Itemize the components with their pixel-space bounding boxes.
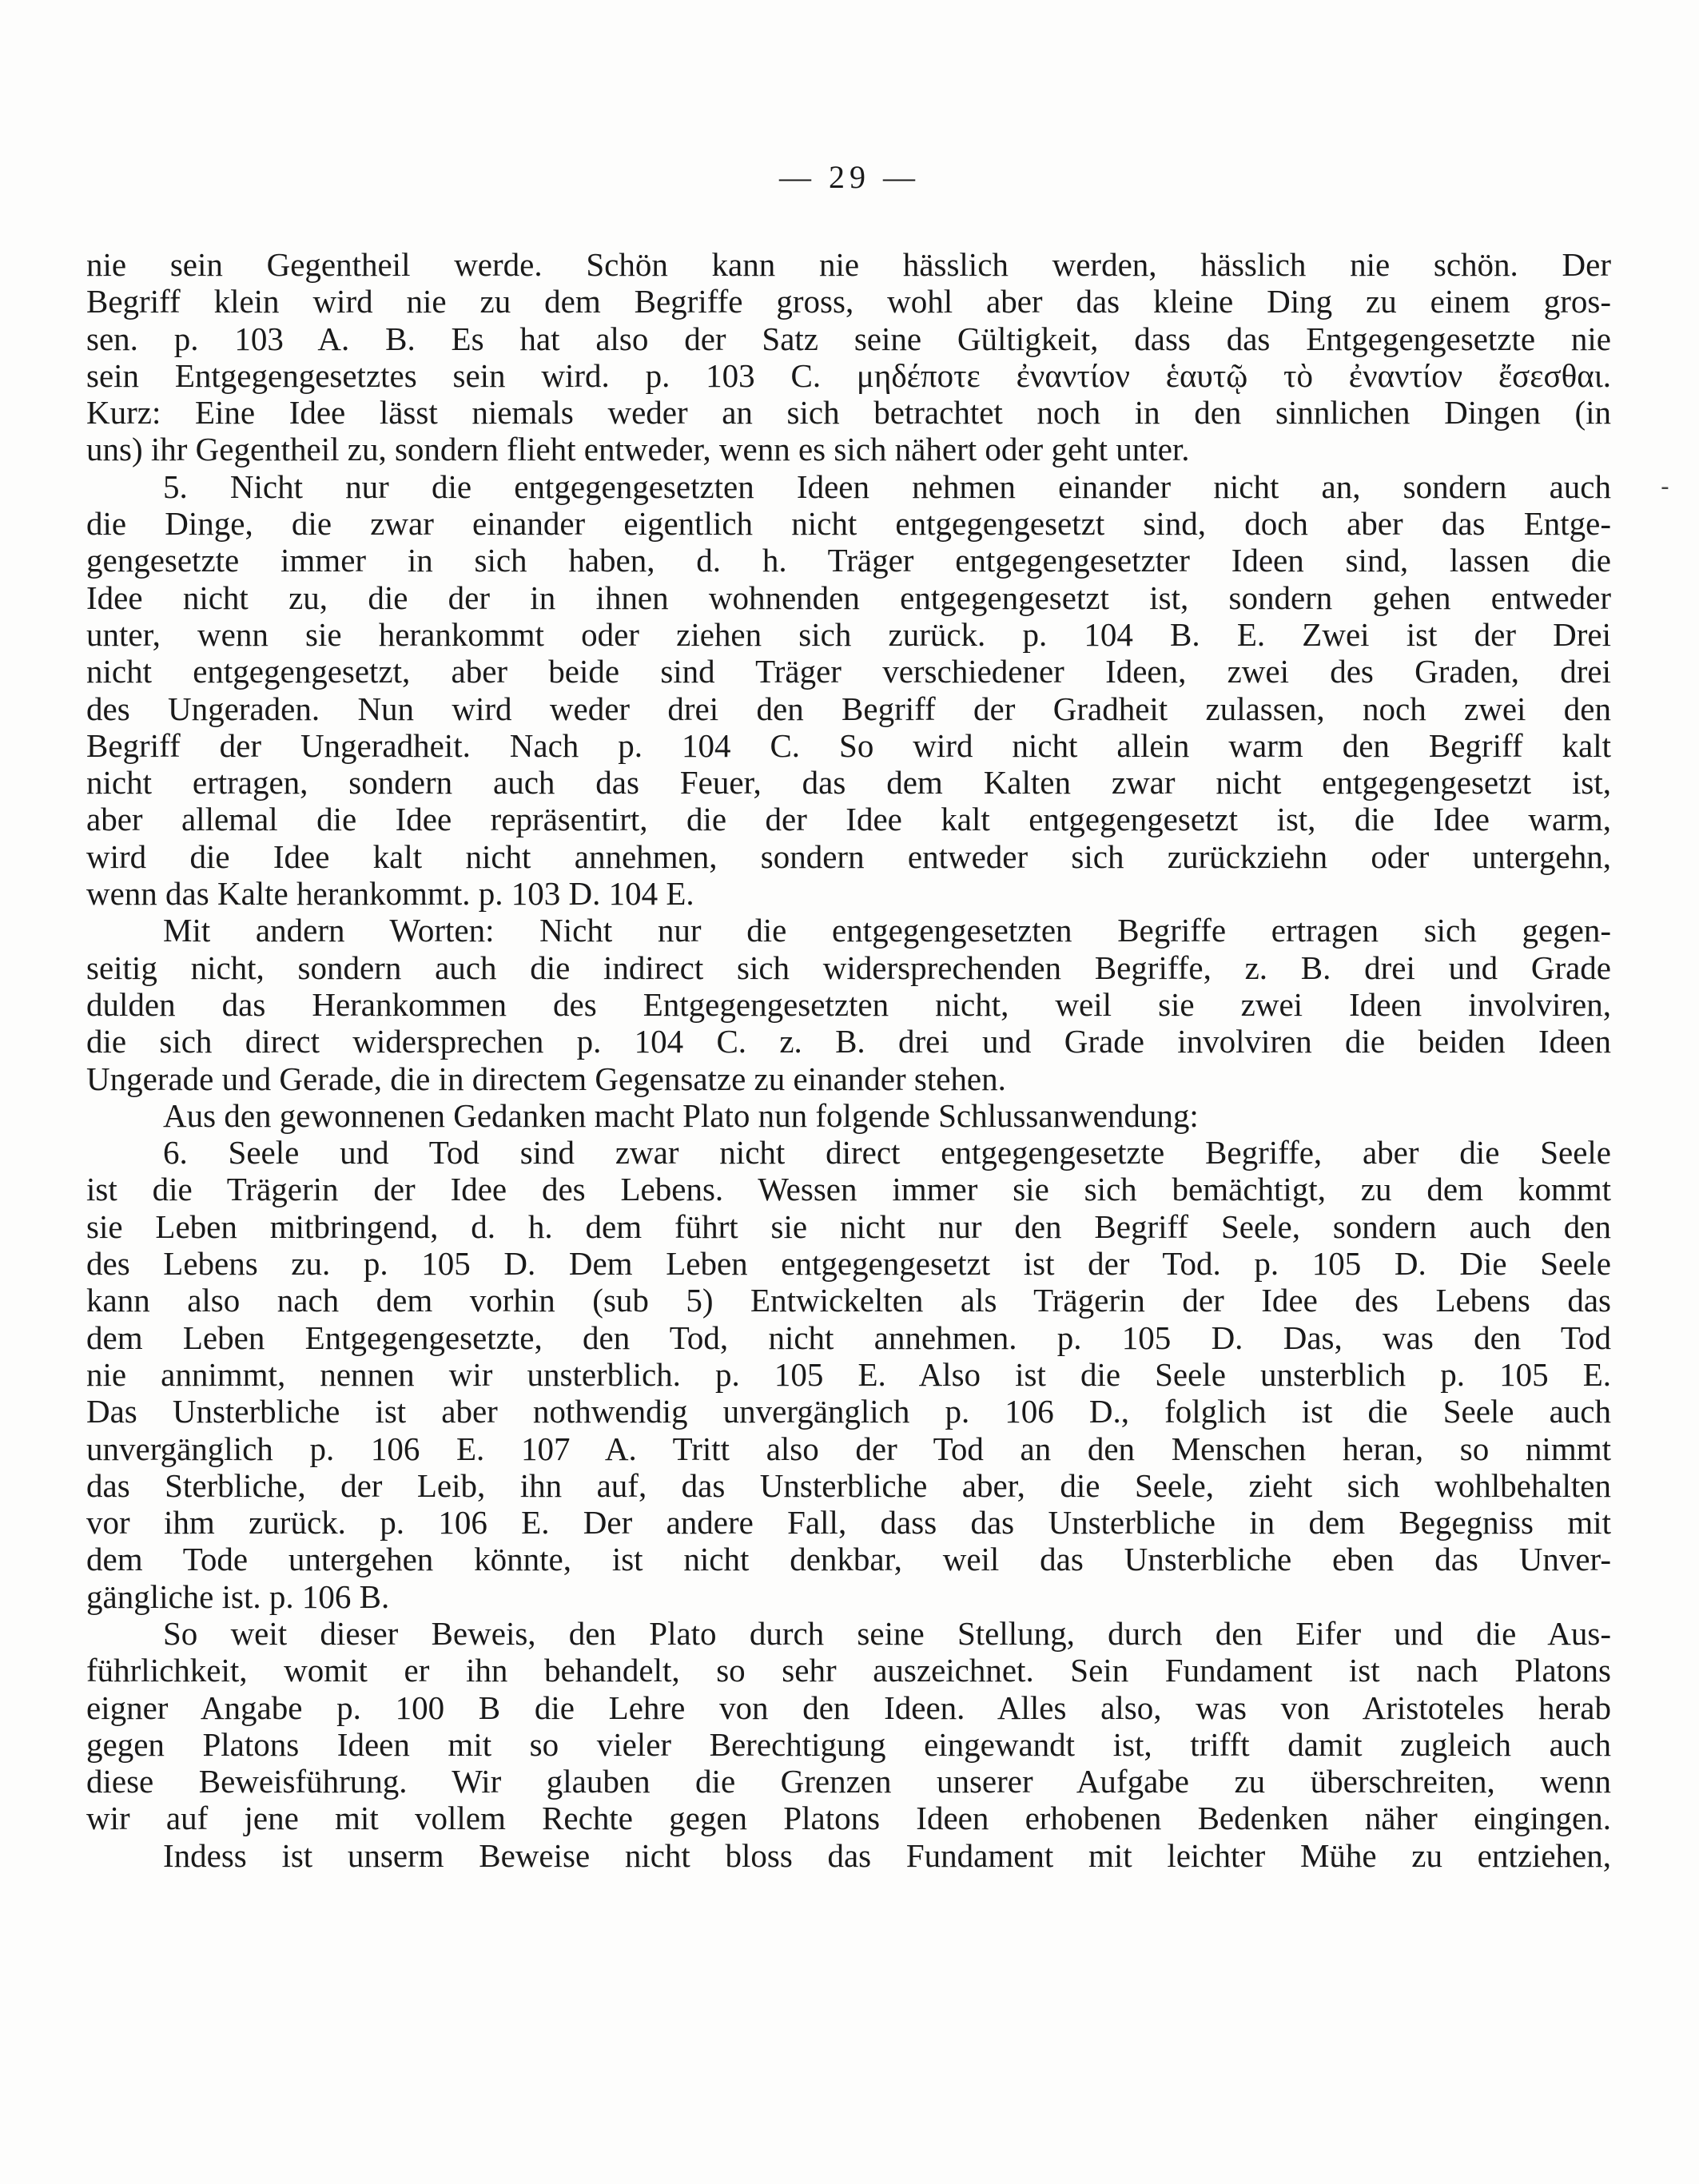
text-line: 5. Nicht nur die entgegengesetzten Ideen nehmen einander nicht an, sondern auch: [163, 467, 1611, 505]
text-line: nie sein Gegentheil werde. Schön kann nie hässlich werden, hässlich nie schön. Der: [86, 246, 1611, 283]
text-line: Idee nicht zu, die der in ihnen wohnenden entgegengesetzt ist, sondern gehen entweder: [86, 579, 1611, 616]
text-line: des Ungeraden. Nun wird weder drei den Begriff der Gradheit zulassen, noch zwei den: [86, 690, 1611, 727]
text-line: uns) ihr Gegentheil zu, sondern flieht entweder, wenn es sich nähert oder geht unter.: [86, 431, 1190, 468]
text-line: Kurz: Eine Idee lässt niemals weder an sich betrachtet noch in den sinnlichen Dingen (in: [86, 394, 1611, 432]
text-line: dulden das Herankommen des Entgegengesetzten nicht, weil sie zwei Ideen involviren,: [86, 985, 1611, 1023]
text-line: Begriff der Ungeradheit. Nach p. 104 C. So wird nicht allein warm den Begriff kalt: [86, 726, 1611, 764]
text-line: die Dinge, die zwar einander eigentlich nicht entgegengesetzt sind, doch aber das Entge-: [86, 505, 1611, 543]
text-line: gängliche ist. p. 106 B.: [86, 1577, 390, 1615]
text-line: eigner Angabe p. 100 B die Lehre von den Ideen. Alles also, was von Aristoteles herab: [86, 1689, 1611, 1726]
text-line: gengesetzte immer in sich haben, d. h. Träger entgegengesetzter Ideen sind, lassen die: [86, 542, 1611, 579]
text-line: Indess ist unserm Beweise nicht bloss das Fundament mit leichter Mühe zu entziehen,: [163, 1836, 1611, 1874]
text-line: Das Unsterbliche ist aber nothwendig unvergänglich p. 106 D., folglich ist die Seele auch: [86, 1393, 1611, 1430]
text-line: sein Entgegengesetztes sein wird. p. 103 C. μηδέποτε ἐναντίον ἑαυτῷ τὸ ἐναντίον ἔσεσθαι.: [86, 356, 1611, 394]
text-line: wird die Idee kalt nicht annehmen, sondern entweder sich zurückziehn oder untergehn,: [86, 837, 1611, 875]
text-line: So weit dieser Beweis, den Plato durch seine Stellung, durch den Eifer und die Aus-: [163, 1614, 1611, 1652]
text-line: Begriff klein wird nie zu dem Begriffe gross, wohl aber das kleine Ding zu einem gros-: [86, 283, 1611, 320]
text-line: gegen Platons Ideen mit so vieler Berechtigung eingewandt ist, trifft damit zugleich auch: [86, 1725, 1611, 1763]
text-line: wenn das Kalte herankommt. p. 103 D. 104 E.: [86, 875, 694, 913]
text-line: vor ihm zurück. p. 106 E. Der andere Fall, dass das Unsterbliche in dem Begegniss mit: [86, 1504, 1611, 1542]
text-line: dem Tode untergehen könnte, ist nicht denkbar, weil das Unsterbliche eben das Unver-: [86, 1541, 1611, 1578]
text-line: aber allemal die Idee repräsentirt, die der Idee kalt entgegengesetzt ist, die Idee warm,: [86, 801, 1611, 838]
text-line: des Lebens zu. p. 105 D. Dem Leben entgegengesetzt ist der Tod. p. 105 D. Die Seele: [86, 1245, 1611, 1283]
text-line: unter, wenn sie herankommt oder ziehen sich zurück. p. 104 B. E. Zwei ist der Drei: [86, 615, 1611, 653]
text-line: Ungerade und Gerade, die in directem Gegensatze zu einander stehen.: [86, 1060, 1006, 1097]
text-line: wir auf jene mit vollem Rechte gegen Platons Ideen erhobenen Bedenken näher eingingen.: [86, 1800, 1611, 1837]
text-line: Mit andern Worten: Nicht nur die entgegengesetzten Begriffe ertragen sich gegen-: [163, 912, 1611, 949]
margin-mark: -: [1661, 473, 1669, 501]
text-line: diese Beweisführung. Wir glauben die Grenzen unserer Aufgabe zu überschreiten, wenn: [86, 1763, 1611, 1800]
text-line: kann also nach dem vorhin (sub 5) Entwickelten als Trägerin der Idee des Lebens das: [86, 1282, 1611, 1319]
text-line: sie Leben mitbringend, d. h. dem führt sie nicht nur den Begriff Seele, sondern auch den: [86, 1207, 1611, 1245]
text-line: unvergänglich p. 106 E. 107 A. Tritt also der Tod an den Menschen heran, so nimmt: [86, 1430, 1611, 1467]
page-number: — 29 —: [779, 159, 920, 195]
text-line: sen. p. 103 A. B. Es hat also der Satz seine Gültigkeit, dass das Entgegengesetzte nie: [86, 320, 1611, 357]
body-text: [86, 246, 1611, 1874]
text-line: ist die Trägerin der Idee des Lebens. Wessen immer sie sich bemächtigt, zu dem kommt: [86, 1171, 1611, 1208]
text-line: das Sterbliche, der Leib, ihn auf, das Unsterbliche aber, die Seele, zieht sich wohlbehalten: [86, 1466, 1611, 1504]
text-line: 6. Seele und Tod sind zwar nicht direct entgegengesetzte Begriffe, aber die Seele: [163, 1134, 1611, 1172]
text-line: führlichkeit, womit er ihn behandelt, so sehr auszeichnet. Sein Fundament ist nach Platons: [86, 1652, 1611, 1689]
text-line: die sich direct widersprechen p. 104 C. z. B. drei und Grade involviren die beiden Ideen: [86, 1023, 1611, 1060]
text-line: nicht entgegengesetzt, aber beide sind Träger verschiedener Ideen, zwei des Graden, drei: [86, 653, 1611, 690]
text-line: nie annimmt, nennen wir unsterblich. p. 105 E. Also ist die Seele unsterblich p. 105 E.: [86, 1355, 1611, 1393]
text-line: nicht ertragen, sondern auch das Feuer, das dem Kalten zwar nicht entgegengesetzt ist,: [86, 764, 1611, 802]
text-line: dem Leben Entgegengesetzte, den Tod, nicht annehmen. p. 105 D. Das, was den Tod: [86, 1319, 1611, 1356]
text-line: Aus den gewonnenen Gedanken macht Plato nun folgende Schlussanwendung:: [163, 1096, 1199, 1134]
text-line: seitig nicht, sondern auch die indirect sich widersprechenden Begriffe, z. B. drei und Grade: [86, 949, 1611, 986]
